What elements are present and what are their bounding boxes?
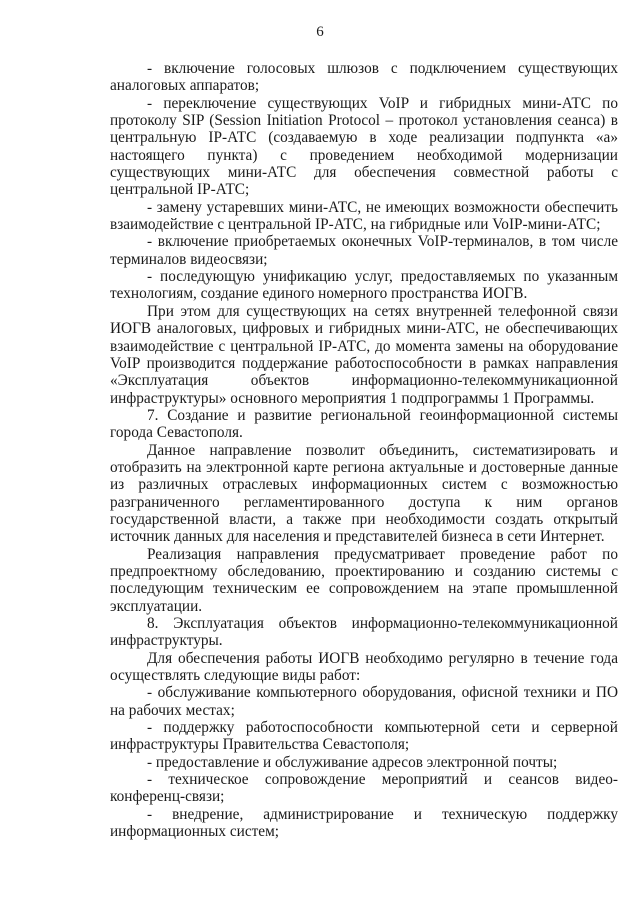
paragraph-gis-description: Данное направление позволит объединить, систематизировать и отобразить на электронной карте региона актуальные и достоверные данные из различных отраслевых информационных систем с возможностью разграниченного регламентированного доступа к ним органов государственной власти, а также при необходимости создать открытый источник данных для населения и представителей бизнеса в сети Интернет. [110, 441, 618, 546]
list-item-service-unification: - последующую унификацию услуг, предоставляемых по указанным технологиям, создание единого номерного пространства ИОГВ. [110, 268, 618, 303]
page-number: 6 [316, 24, 324, 40]
section-heading-7: 7. Создание и развитие региональной геоинформационной системы города Севастополя. [110, 406, 618, 442]
document-body [110, 60, 618, 840]
paragraph-work-types-intro: Для обеспечения работы ИОГВ необходимо регулярно в течение года осуществлять следующие виды работ: [110, 649, 618, 685]
section-heading-8: 8. Эксплуатация объектов информационно-телекоммуникационной инфраструктуры. [110, 615, 618, 650]
paragraph-gis-implementation: Реализация направления предусматривает проведение работ по предпроектному обследованию, проектированию и созданию системы с последующим техническим ее сопровождением на этапе промышленной эксплуатации. [110, 545, 618, 615]
list-item-switch-to-sip: - переключение существующих VoIP и гибридных мини-АТС по протоколу SIP (Session Initiation Protocol – протокол установления сеанса) в центральную IP-АТС (создаваемую в ходе реализации подпункта «а» настоящего пункта) с проведением необходимой модернизации существующих мини-АТС для обеспечения совместной работы с центральной IP-АТС; [110, 94, 618, 199]
list-item-voip-terminals: - включение приобретаемых оконечных VoIP-терминалов, в том числе терминалов видеосвязи; [110, 233, 618, 268]
list-item-network-support: - поддержку работоспособности компьютерной сети и серверной инфраструктуры Правительства Севастополя; [110, 719, 618, 754]
paragraph-existing-pbx-maintenance: При этом для существующих на сетях внутренней телефонной связи ИОГВ аналоговых, цифровых и гибридных мини-АТС, не обеспечивающих взаимодействие с центральной IP-АТС, до момента замены на оборудование VoIP производится поддержание работоспособности в рамках направления «Эксплуатация объектов информационно-телекоммуникационной инфраструктуры» основного мероприятия 1 подпрограммы 1 Программы. [110, 302, 618, 407]
list-item-equipment-service: - обслуживание компьютерного оборудования, офисной техники и ПО на рабочих местах; [110, 684, 618, 719]
list-item-replace-old-pbx: - замену устаревших мини-АТС, не имеющих возможности обеспечить взаимодействие с центральной IP-АТС, на гибридные или VoIP-мини-АТС; [110, 198, 618, 234]
list-item-email-service: - предоставление и обслуживание адресов электронной почты; [147, 753, 558, 771]
list-item-voice-gateways: - включение голосовых шлюзов с подключением существующих аналоговых аппаратов; [110, 60, 618, 95]
list-item-information-systems: - внедрение, администрирование и техническую поддержку информационных систем; [110, 805, 618, 841]
list-item-videoconference-support: - техническое сопровождение мероприятий и сеансов видео-конференц-связи; [110, 771, 618, 806]
